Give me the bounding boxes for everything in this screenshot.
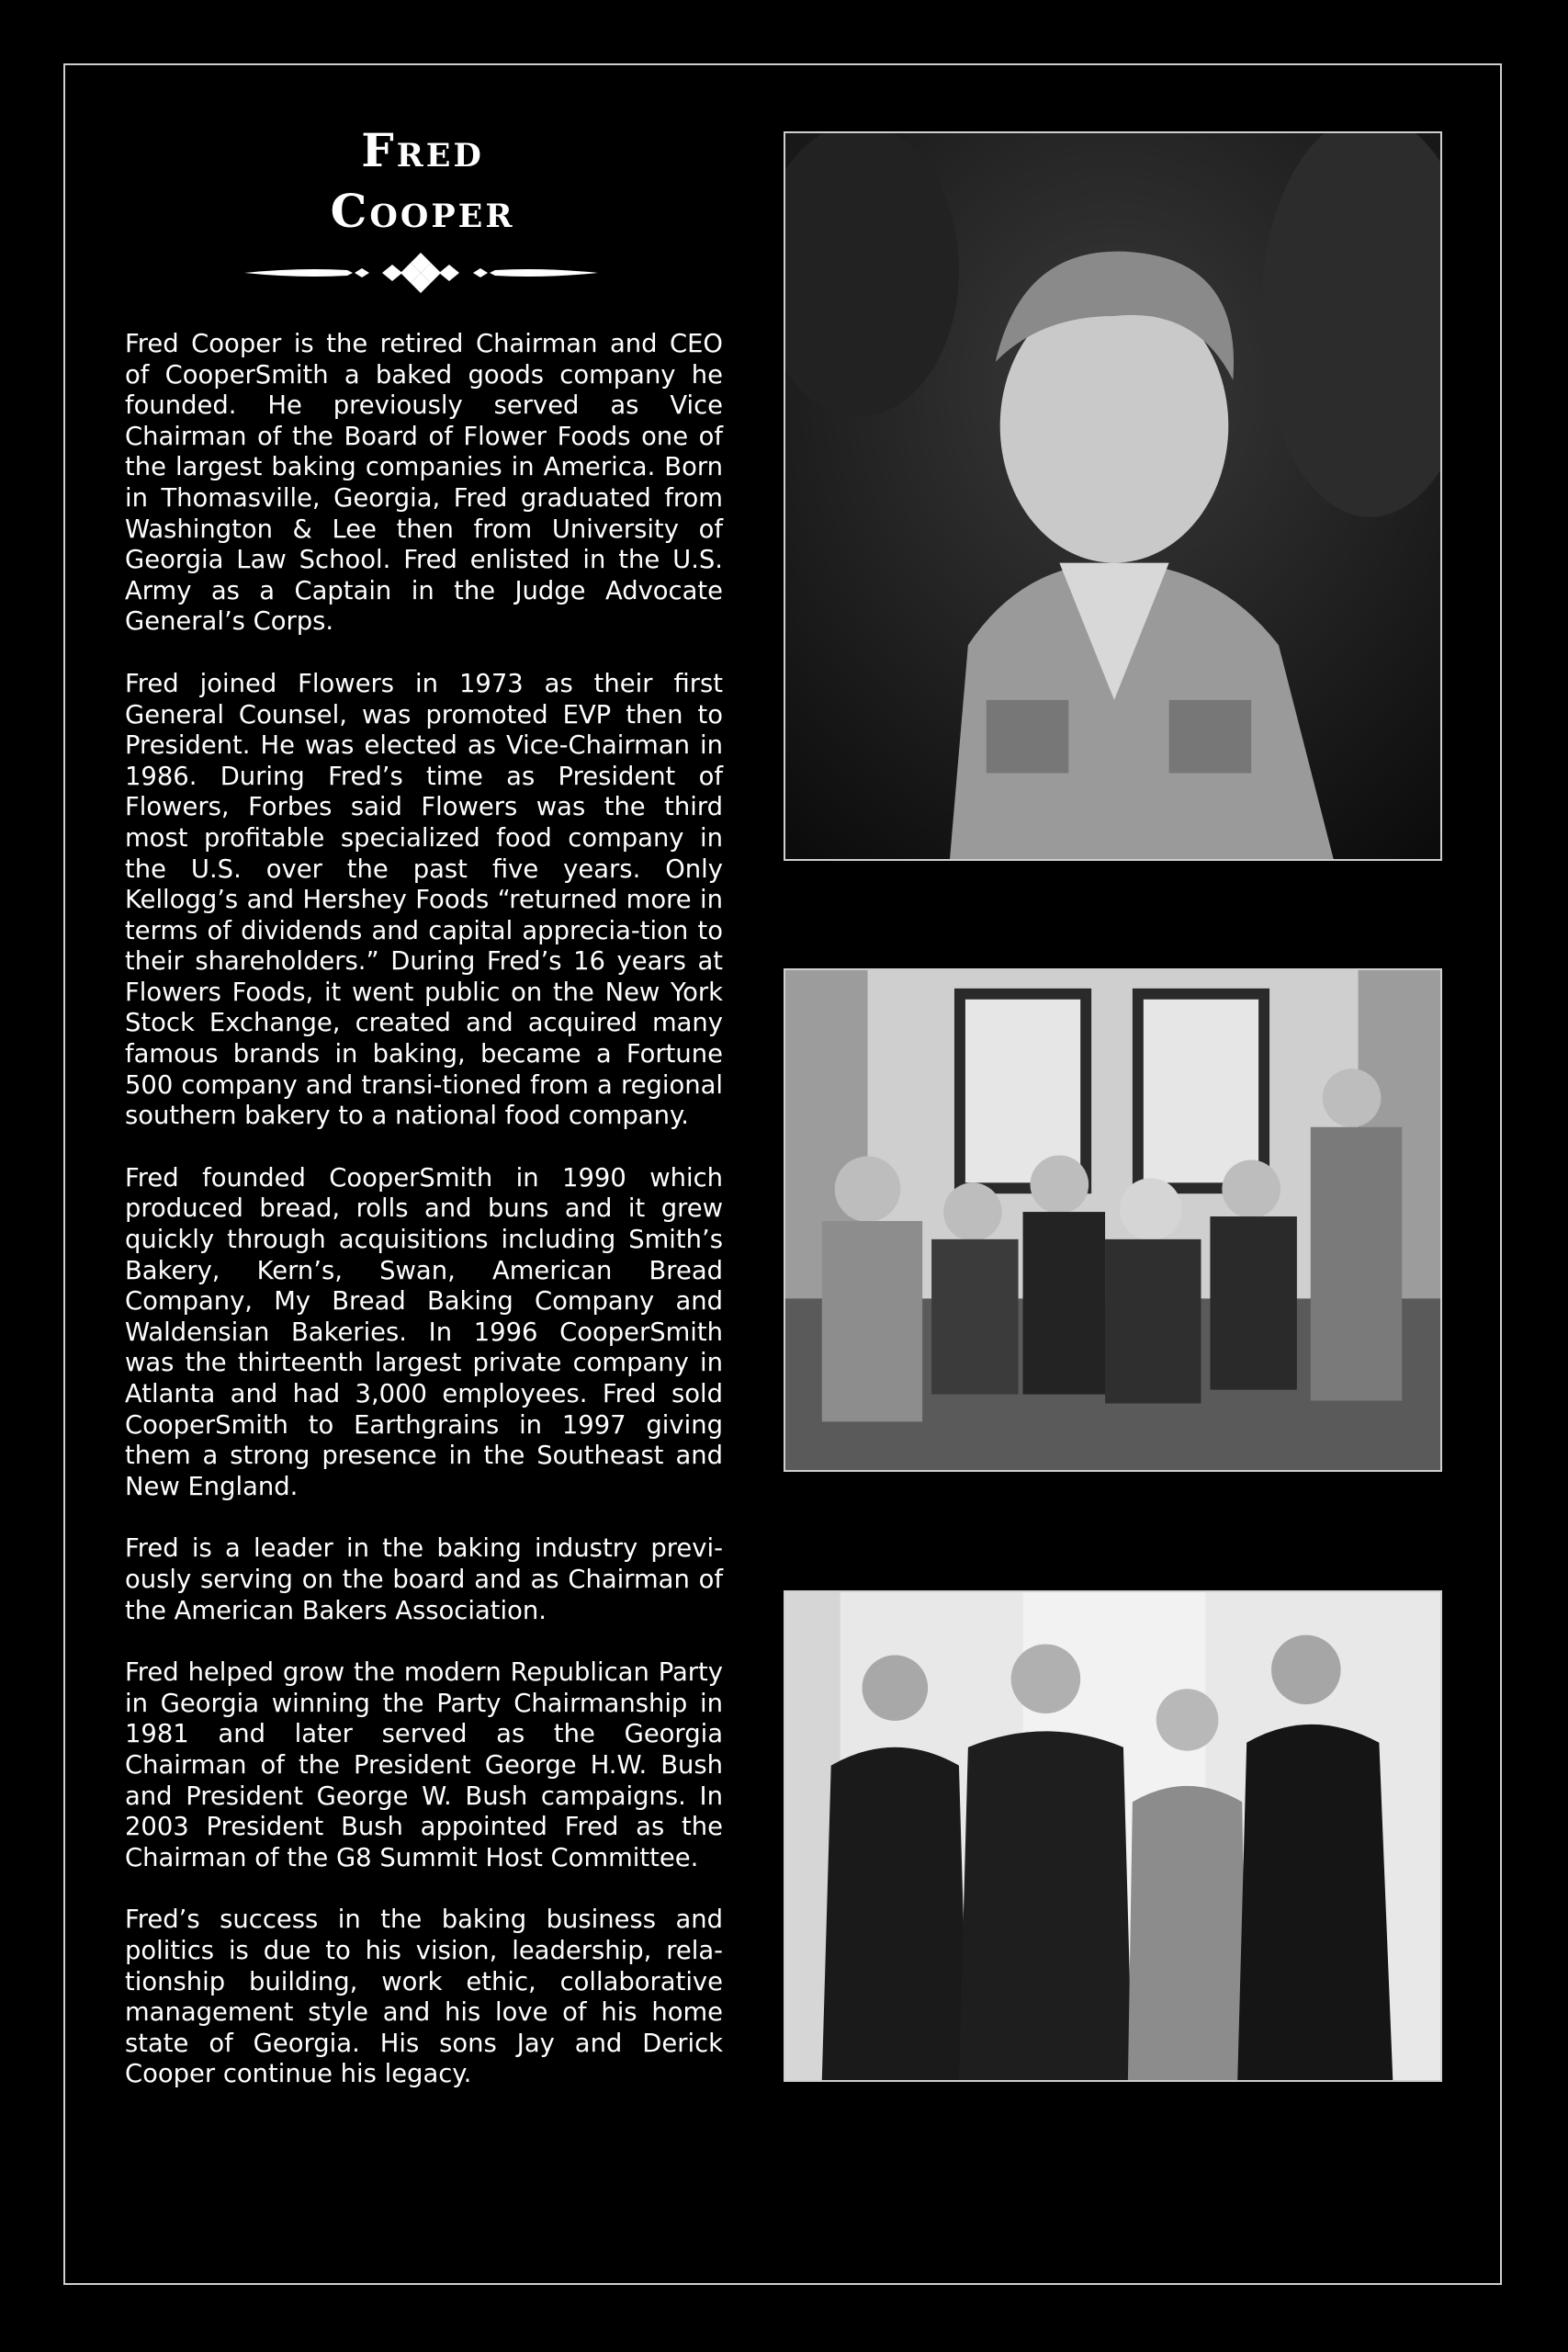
bio-paragraph: Fred is a leader in the baking industry previ-ously serving on the board and as Chairman of the American Bakers Association. (125, 1534, 723, 1625)
bio-paragraph: Fred founded CooperSmith in 1990 which produced bread, rolls and buns and it grew quickly through acquisitions including Smith’s Bakery, Kern’s, Swan, American Bread Company, My Bread Baking Company and Waldensian Bakeries. In 1996 CooperSmith was the thirteenth largest private company in Atlanta and had 3,000 employees. Fred sold CooperSmith to Earthgrains in 1997 giving them a strong presence in the Southeast and New England. (125, 1163, 723, 1501)
title-first-name: Fred (361, 123, 484, 177)
bio-paragraph: Fred joined Flowers in 1973 as their first General Counsel, was promoted EVP then to President. He was elected as Vice-Chairman in 1986. During Fred’s time as President of Flowers, Forbes said Flowers was the third most profitable specialized food company in the U.S. over the past five years. Only Kellogg’s and Hershey Foods “returned more in terms of dividends and capital apprecia-tion to their shareholders.” During Fred’s 16 years at Flowers Foods, it went public on the New York Stock Exchange, created and acquired many famous brands in baking, became a Fortune 500 company and transi-tioned from a regional southern bakery to a national food company. (125, 669, 723, 1131)
biography-text (125, 329, 723, 2121)
group-photo-seated (784, 968, 1442, 1472)
title-last-name: Cooper (330, 184, 515, 238)
bio-paragraph: Fred’s success in the baking business and politics is due to his vision, leadership, rela-tionship building, work ethic, collaborative management style and his love of his home state of Georgia. His sons Jay and Derick Cooper continue his legacy. (125, 1905, 723, 2089)
bio-paragraph: Fred Cooper is the retired Chairman and CEO of CooperSmith a baked goods company he founded. He previously served as Vice Chairman of the Board of Flower Foods one of the largest baking companies in America. Born in Thomasville, Georgia, Fred graduated from Washington & Lee then from University of Georgia Law School. Fred enlisted in the U.S. Army as a Captain in the Judge Advocate General’s Corps. (125, 330, 723, 637)
group-photo-standing (784, 1590, 1442, 2082)
diamond-divider-icon (244, 250, 598, 296)
bio-paragraph: Fred helped grow the modern Republican Party in Georgia winning the Party Chairmanship in 1981 and later served as the Georgia Chairman of the President George H.W. Bush and President George W. Bush campaigns. In 2003 President Bush appointed Fred as the Chairman of the G8 Summit Host Committee. (125, 1658, 723, 1872)
portrait-photo (784, 131, 1442, 861)
